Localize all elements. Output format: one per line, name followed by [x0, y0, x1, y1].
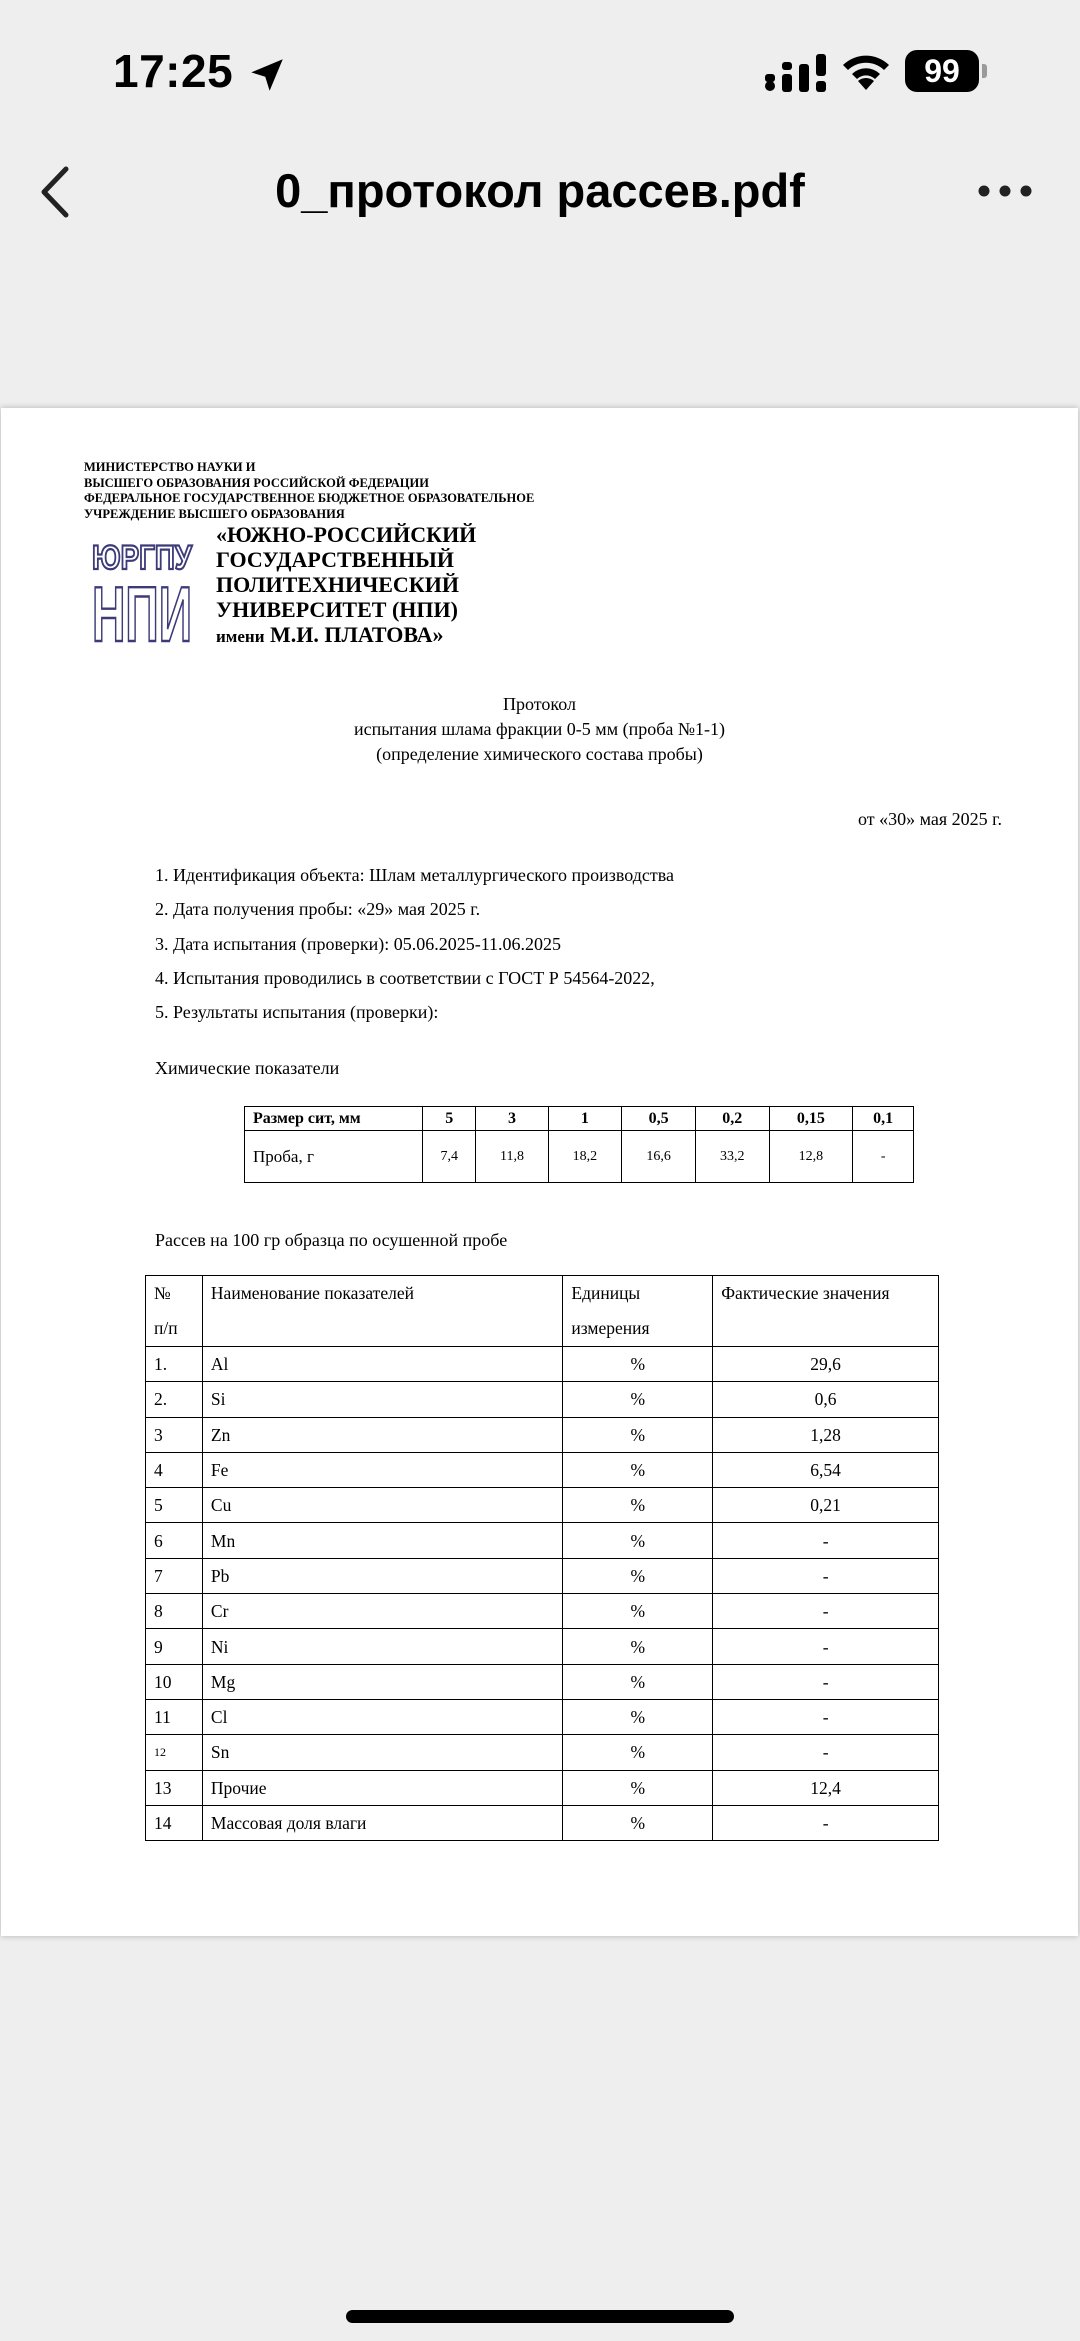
university-named-prefix: имени — [216, 627, 265, 646]
results-table — [145, 1275, 939, 1841]
row-unit: % — [563, 1382, 713, 1417]
row-number: 7 — [146, 1558, 203, 1593]
results-body — [146, 1276, 939, 1841]
sieve-value: 7,4 — [423, 1131, 476, 1183]
sieve-size: 3 — [476, 1107, 548, 1131]
row-number: 9 — [146, 1629, 203, 1664]
row-name: Прочие — [202, 1770, 562, 1805]
sieve-size: 0,5 — [622, 1107, 696, 1131]
row-number: 2. — [146, 1382, 203, 1417]
ministry-line: ФЕДЕРАЛЬНОЕ ГОСУДАРСТВЕННОЕ БЮДЖЕТНОЕ ОБРАЗОВАТЕЛЬНОЕ — [84, 491, 535, 505]
row-unit: % — [563, 1770, 713, 1805]
row-unit: % — [563, 1452, 713, 1487]
row-number: 12 — [146, 1735, 203, 1770]
header-name: Наименование показателей — [202, 1276, 562, 1347]
row-value: - — [713, 1558, 939, 1593]
cellular-signal-icon — [765, 54, 827, 92]
university-line: ПОЛИТЕХНИЧЕСКИЙ — [216, 572, 459, 597]
row-name: Mg — [202, 1664, 562, 1699]
table-row — [146, 1770, 939, 1805]
header-unit — [563, 1276, 713, 1347]
table-row — [146, 1523, 939, 1558]
table-row — [146, 1347, 939, 1382]
sieve-value: 33,2 — [695, 1131, 769, 1183]
row-value: 12,4 — [713, 1770, 939, 1805]
university-line — [216, 622, 476, 649]
row-unit: % — [563, 1664, 713, 1699]
table-row — [146, 1382, 939, 1417]
pdf-page[interactable] — [1, 408, 1078, 1936]
sieve-header-row — [245, 1107, 914, 1131]
row-value: 1,28 — [713, 1417, 939, 1452]
sieve-header-label: Размер сит, мм — [245, 1107, 423, 1131]
row-name: Ni — [202, 1629, 562, 1664]
row-value: - — [713, 1735, 939, 1770]
row-value: - — [713, 1523, 939, 1558]
header-num-line2: п/п — [154, 1318, 178, 1338]
table-row — [146, 1488, 939, 1523]
info-item: 1. Идентификация объекта: Шлам металлургического производства — [155, 865, 675, 885]
row-value: - — [713, 1805, 939, 1840]
row-value: - — [713, 1594, 939, 1629]
header-unit-line1: Единицы — [571, 1283, 641, 1303]
sieve-size: 0,2 — [695, 1107, 769, 1131]
row-unit: % — [563, 1488, 713, 1523]
row-number: 6 — [146, 1523, 203, 1558]
row-name: Cl — [202, 1699, 562, 1734]
row-unit: % — [563, 1805, 713, 1840]
sieve-row-label: Проба, г — [245, 1131, 423, 1183]
header-num-line1: № — [154, 1283, 171, 1303]
table-row — [146, 1735, 939, 1770]
row-value: - — [713, 1629, 939, 1664]
row-unit: % — [563, 1699, 713, 1734]
info-item: 3. Дата испытания (проверки): 05.06.2025-11.06.2025 — [155, 933, 562, 954]
header-unit-line2: измерения — [571, 1318, 650, 1338]
sieve-size: 0,15 — [769, 1107, 853, 1131]
chem-caption: Химические показатели — [155, 1058, 340, 1078]
row-number: 8 — [146, 1594, 203, 1629]
ellipsis-icon[interactable] — [978, 179, 1032, 203]
row-number: 14 — [146, 1805, 203, 1840]
table-row — [146, 1629, 939, 1664]
home-indicator[interactable] — [346, 2310, 734, 2323]
university-line: УНИВЕРСИТЕТ (НПИ) — [216, 597, 458, 622]
row-number: 1. — [146, 1347, 203, 1382]
battery-level: 99 — [905, 50, 979, 92]
info-item: 2. Дата получения пробы: «29» мая 2025 г. — [155, 899, 481, 920]
ministry-line: УЧРЕЖДЕНИЕ ВЫСШЕГО ОБРАЗОВАНИЯ — [84, 506, 345, 521]
battery-cap — [982, 64, 987, 78]
status-time: 17:25 — [113, 45, 234, 97]
row-number: 4 — [146, 1452, 203, 1487]
logo-line2: НПИ — [92, 570, 192, 647]
protocol-subtitle-2: (определение химического состава пробы) — [376, 744, 703, 764]
row-unit: % — [563, 1594, 713, 1629]
row-number: 13 — [146, 1770, 203, 1805]
university-logo — [89, 531, 195, 647]
sieve-size: 5 — [423, 1107, 476, 1131]
table-row — [146, 1452, 939, 1487]
sieve-table — [244, 1106, 914, 1183]
status-bar — [0, 0, 1080, 145]
row-name: Pb — [202, 1558, 562, 1593]
sieve-size: 0,1 — [853, 1107, 914, 1131]
row-number: 11 — [146, 1699, 203, 1734]
row-value: 0,6 — [713, 1382, 939, 1417]
row-name: Fe — [202, 1452, 562, 1487]
nav-bar — [0, 145, 1080, 240]
row-unit: % — [563, 1347, 713, 1382]
protocol-date: от «30» мая 2025 г. — [857, 809, 1002, 829]
row-name: Cr — [202, 1594, 562, 1629]
row-value: 0,21 — [713, 1488, 939, 1523]
sieve-value: 16,6 — [622, 1131, 696, 1183]
row-name: Cu — [202, 1488, 562, 1523]
university-line: «ЮЖНО-РОССИЙСКИЙ — [216, 522, 477, 547]
info-list — [155, 864, 674, 1035]
protocol-subtitle: испытания шлама фракции 0-5 мм (проба №1-1) — [353, 719, 726, 739]
row-number: 10 — [146, 1664, 203, 1699]
row-number: 5 — [146, 1488, 203, 1523]
row-unit: % — [563, 1735, 713, 1770]
protocol-title: Протокол — [503, 694, 576, 714]
row-number: 3 — [146, 1417, 203, 1452]
document-title: 0_протокол рассев.pdf — [275, 164, 805, 217]
row-unit: % — [563, 1523, 713, 1558]
row-name: Zn — [202, 1417, 562, 1452]
header-num — [146, 1276, 203, 1347]
row-name: Sn — [202, 1735, 562, 1770]
row-value: 29,6 — [713, 1347, 939, 1382]
row-name: Al — [202, 1347, 562, 1382]
sieve-size: 1 — [548, 1107, 622, 1131]
sieve-value: - — [853, 1131, 914, 1183]
logo-line1: ЮРГПУ — [92, 539, 193, 577]
info-item: 5. Результаты испытания (проверки): — [155, 1002, 439, 1023]
table-row — [146, 1805, 939, 1840]
row-name: Mn — [202, 1523, 562, 1558]
row-name: Массовая доля влаги — [202, 1805, 562, 1840]
sift-caption: Рассев на 100 гр образца по осушенной пробе — [155, 1230, 508, 1250]
ministry-line: МИНИСТЕРСТВО НАУКИ И — [84, 460, 256, 474]
row-unit: % — [563, 1417, 713, 1452]
sieve-value-row — [245, 1131, 914, 1183]
row-value: - — [713, 1664, 939, 1699]
header-value: Фактические значения — [713, 1276, 939, 1347]
table-row — [146, 1558, 939, 1593]
row-unit: % — [563, 1629, 713, 1664]
sieve-value: 18,2 — [548, 1131, 622, 1183]
table-row — [146, 1664, 939, 1699]
table-row — [146, 1417, 939, 1452]
university-line: ГОСУДАРСТВЕННЫЙ — [216, 547, 454, 572]
ministry-line: ВЫСШЕГО ОБРАЗОВАНИЯ РОССИЙСКОЙ ФЕДЕРАЦИИ — [84, 475, 429, 490]
university-name — [216, 522, 476, 649]
results-header-row — [146, 1276, 939, 1347]
wifi-icon — [840, 50, 892, 92]
battery-icon — [905, 50, 987, 92]
chevron-left-icon[interactable] — [36, 163, 76, 221]
row-name: Si — [202, 1382, 562, 1417]
info-item: 4. Испытания проводились в соответствии с ГОСТ Р 54564-2022, — [155, 967, 655, 988]
row-value: - — [713, 1699, 939, 1734]
protocol-heading — [1, 692, 1078, 767]
sieve-value: 11,8 — [476, 1131, 548, 1183]
location-arrow-icon — [246, 54, 288, 96]
row-value: 6,54 — [713, 1452, 939, 1487]
sieve-value: 12,8 — [769, 1131, 853, 1183]
table-row — [146, 1699, 939, 1734]
university-named-rest: М.И. ПЛАТОВА» — [270, 622, 444, 647]
ministry-header — [84, 460, 534, 522]
table-row — [146, 1594, 939, 1629]
row-unit: % — [563, 1558, 713, 1593]
